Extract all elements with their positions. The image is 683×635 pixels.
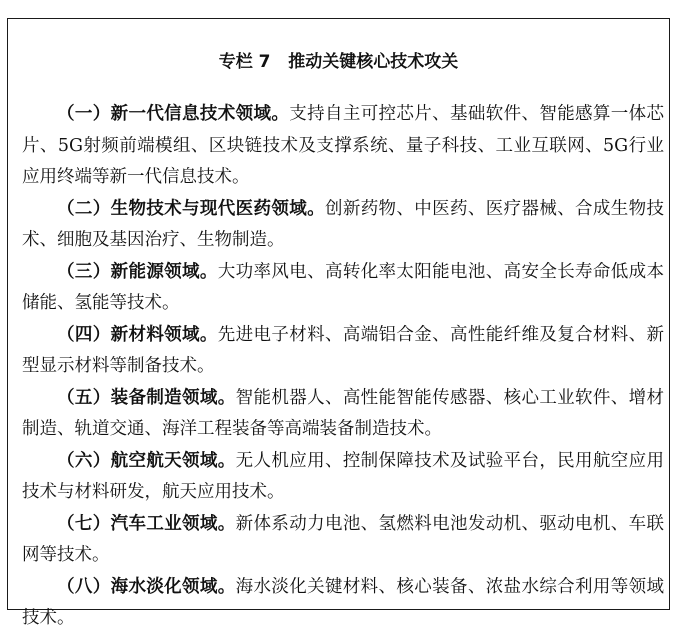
item-paragraph [22, 194, 664, 257]
item-body: 新体系动力电池、氢燃料电池发动机、驱动电机、车联网等技术。 [22, 513, 665, 565]
item-heading: （四）新材料领域。 [57, 324, 218, 345]
item-heading: （三）新能源领域。 [57, 261, 218, 282]
item-paragraph [22, 257, 664, 320]
column-title: 专栏 7 推动关键核心技术攻关 [218, 52, 459, 72]
item-paragraph [22, 572, 664, 635]
item-body: 无人机应用、控制保障技术及试验平台，民用航空应用技术与材料研发，航天应用技术。 [22, 450, 665, 502]
item-body: 支持自主可控芯片、基础软件、智能感算一体芯片、5G射频前端模组、区块链技术及支撑系统、量子科技、工业互联网、5G行业应用终端等新一代信息技术。 [22, 104, 665, 187]
item-paragraph [22, 509, 664, 572]
item-body: 大功率风电、高转化率太阳能电池、高安全长寿命低成本储能、氢能等技术。 [22, 261, 665, 313]
item-paragraph [22, 320, 664, 383]
item-paragraph [22, 446, 664, 509]
item-heading: （七）汽车工业领域。 [57, 513, 236, 534]
item-body: 智能机器人、高性能智能传感器、核心工业软件、增材制造、轨道交通、海洋工程装备等高端装备制造技术。 [22, 387, 665, 439]
column-box [7, 18, 670, 628]
item-heading: （八）海水淡化领域。 [57, 576, 236, 597]
item-paragraph [22, 383, 664, 446]
column-content [22, 99, 664, 635]
item-heading: （二）生物技术与现代医药领域。 [57, 198, 325, 219]
item-body: 海水淡化关键材料、核心装备、浓盐水综合利用等领域技术。 [22, 576, 665, 628]
item-body: 先进电子材料、高端铝合金、高性能纤维及复合材料、新型显示材料等制备技术。 [22, 324, 665, 376]
item-paragraph [22, 99, 664, 194]
item-heading: （五）装备制造领域。 [57, 387, 236, 408]
item-heading: （一）新一代信息技术领域。 [57, 104, 290, 124]
item-heading: （六）航空航天领域。 [57, 450, 236, 471]
item-body: 创新药物、中医药、医疗器械、合成生物技术、细胞及基因治疗、生物制造。 [22, 198, 665, 250]
